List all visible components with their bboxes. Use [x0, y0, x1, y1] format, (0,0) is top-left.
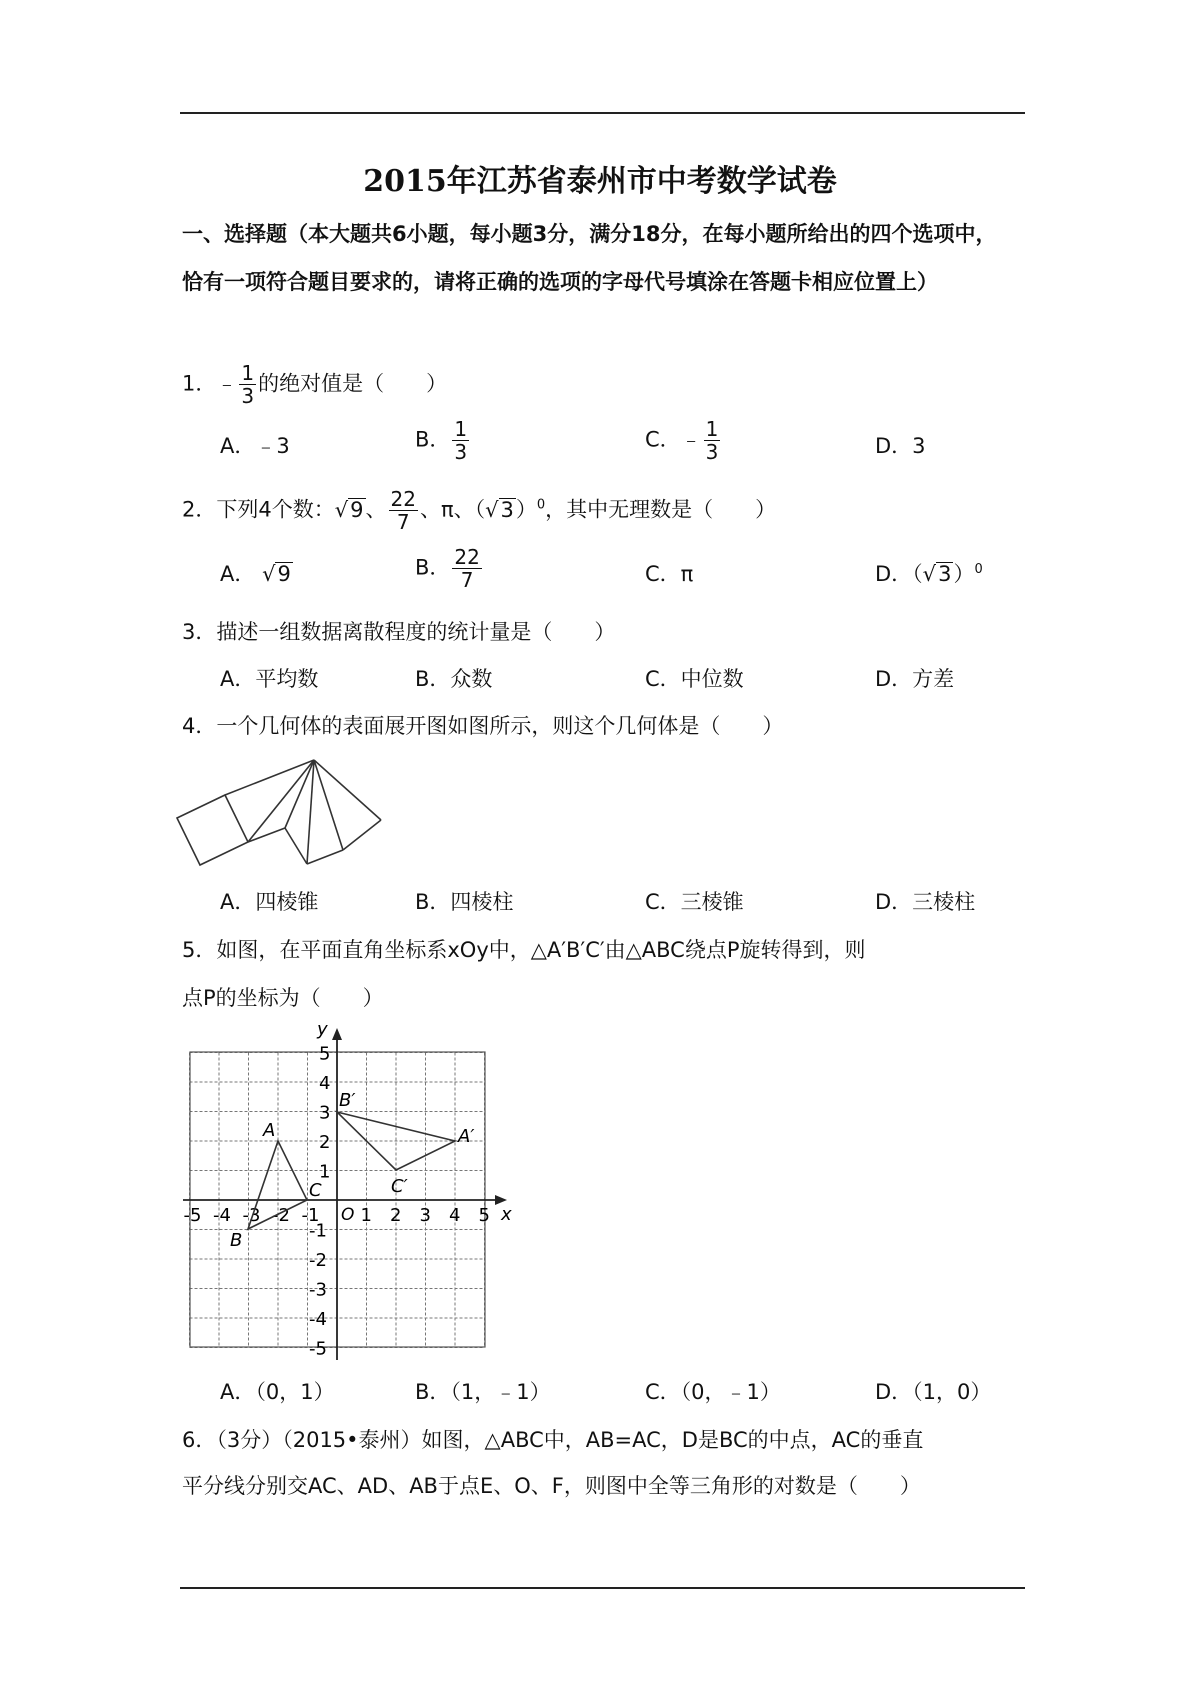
bottom-rule	[180, 1587, 1025, 1589]
x-tick-label: 5	[478, 1205, 490, 1226]
label-c: C	[309, 1180, 322, 1201]
y-tick-label: 3	[319, 1102, 331, 1124]
q4-option-a: A．四棱锥	[220, 890, 319, 914]
question-2: 2．下列4个数：√9、 $\frac{22}{7}$ 、π、$(√3)^0$，其中无理数是（ ）	[182, 487, 777, 534]
pyramid-net-figure	[175, 755, 395, 880]
q1-option-d: D．3	[875, 434, 926, 458]
q4-option-b: B．四棱柱	[415, 890, 514, 914]
label-a-prime: A′	[458, 1126, 475, 1147]
question-6-line2: 平分线分别交AC、AD、AB于点E、O、F，则图中全等三角形的对数是（ ）	[182, 1474, 921, 1498]
section-heading: 一、选择题（本大题共6小题，每小题3分，满分18分，在每小题所给出的四个选项中，恰有一项符合题目要求的，请将正确的选项的字母代号填涂在答题卡相应位置上）	[182, 222, 997, 294]
y-tick-label: 1	[319, 1161, 331, 1183]
question-3: 3．描述一组数据离散程度的统计量是（ ）	[182, 620, 616, 644]
label-a: A	[263, 1120, 276, 1141]
question-5-line2: 点P的坐标为（ ）	[182, 986, 384, 1010]
question-1: 1．﹣ $\frac{1}{3}$ 的绝对值是（ ）	[182, 361, 448, 408]
y-tick-label: -1	[309, 1220, 327, 1242]
q2-option-b: B． $\frac{22}{7}$	[415, 545, 480, 592]
label-c-prime: C′	[391, 1176, 408, 1197]
exam-title: 2015年江苏省泰州市中考数学试卷	[363, 164, 837, 199]
q5-option-d: D．（1，0）	[875, 1380, 992, 1404]
q5-option-b: B．（1，﹣1）	[415, 1380, 551, 1404]
x-tick-label: 4	[449, 1205, 461, 1226]
x-tick-label: -5	[183, 1205, 202, 1226]
q2-option-a: A． √9	[220, 562, 291, 586]
question-5-line1: 5．如图，在平面直角坐标系xOy中，△A′B′C′由△ABC绕点P旋转得到，则	[182, 938, 866, 962]
q2-option-c: C．π	[645, 562, 694, 586]
y-tick-label: -4	[309, 1309, 327, 1330]
q1-option-a: A．﹣3	[220, 434, 290, 458]
y-tick-label: -3	[309, 1279, 327, 1301]
y-tick-label: -2	[309, 1250, 327, 1271]
label-b-prime: B′	[339, 1090, 356, 1111]
q1-option-c: C．﹣ $\frac{1}{3}$	[645, 417, 719, 464]
q3-option-a: A．平均数	[220, 667, 319, 691]
label-b: B	[230, 1230, 243, 1251]
question-6-line1: 6．（3分）（2015•泰州）如图，△ABC中，AB=AC，D是BC的中点，AC的垂直	[182, 1428, 924, 1452]
origin-label: O	[341, 1205, 355, 1225]
top-rule	[180, 112, 1025, 114]
q3-option-d: D．方差	[875, 667, 955, 691]
question-4: 4．一个几何体的表面展开图如图所示，则这个几何体是（ ）	[182, 714, 784, 738]
y-tick-label: 5	[319, 1043, 331, 1065]
x-axis-label: x	[501, 1204, 512, 1225]
x-tick-label: -2	[272, 1205, 290, 1226]
q3-option-c: C．中位数	[645, 667, 744, 691]
q2-option-d: D．$(√3)^0$	[875, 562, 983, 586]
y-tick-label: 2	[319, 1132, 331, 1153]
x-tick-label: 3	[419, 1205, 431, 1226]
q1-option-b: B． $\frac{1}{3}$	[415, 417, 468, 464]
x-tick-label: -3	[242, 1205, 261, 1226]
q5-option-c: C．（0，﹣1）	[645, 1380, 781, 1404]
fraction: $\frac{1}{3}$	[241, 361, 255, 408]
x-tick-label: 1	[360, 1205, 372, 1226]
y-tick-label: -5	[309, 1338, 327, 1360]
q3-option-b: B．众数	[415, 667, 493, 691]
q4-option-c: C．三棱锥	[645, 890, 744, 914]
y-axis-label: y	[317, 1020, 328, 1040]
coordinate-grid-figure	[175, 1020, 525, 1365]
y-tick-labels	[309, 1044, 330, 1360]
x-tick-label: -4	[213, 1205, 231, 1226]
x-tick-label: -1	[301, 1205, 320, 1226]
x-tick-label: 2	[390, 1205, 402, 1226]
q4-option-d: D．三棱柱	[875, 890, 976, 914]
y-tick-label: 4	[319, 1073, 331, 1094]
q5-option-a: A．（0，1）	[220, 1380, 335, 1404]
